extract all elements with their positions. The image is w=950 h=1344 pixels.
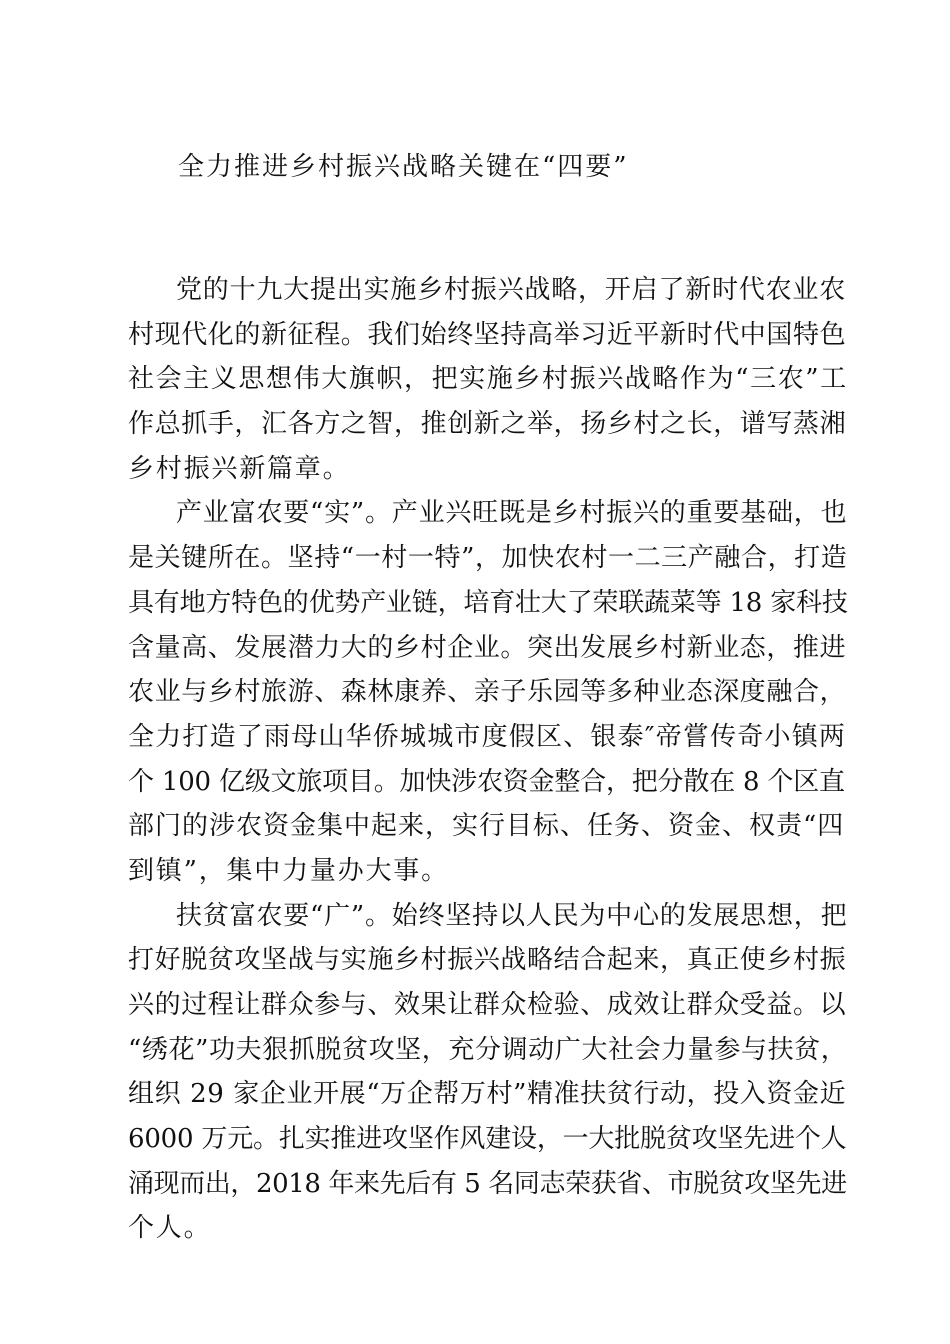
body-line: 党的十九大提出实施乡村振兴战略，开启了新时代农业农 <box>176 275 847 305</box>
body-line: 涌现而出，2018 年来先后有 5 名同志荣获省、市脱贫攻坚先进 <box>128 1168 847 1199</box>
body-line: 全力打造了雨母山华侨城城市度假区、银泰″帝嘗传奇小镇两 <box>128 721 847 752</box>
body-line: 打好脱贫攻坚战与实施乡村振兴战略结合起来，真正使乡村振 <box>128 945 847 976</box>
body-line: 村现代化的新征程。我们始终坚持高举习近平新时代中国特色 <box>128 319 847 350</box>
body-line: 含量高、发展潜力大的乡村企业。突出发展乡村新业态，推进 <box>128 632 847 663</box>
body-line: 6000 万元。扎实推进攻坚作风建设，一大批脱贫攻坚先进个人 <box>128 1124 847 1155</box>
document-title: 全力推进乡村振兴战略关键在“四要” <box>178 152 629 182</box>
body-line: 组织 29 家企业开展“万企帮万村”精准扶贫行动，投入资金近 <box>128 1079 847 1110</box>
body-line: 社会主义思想伟大旗帜，把实施乡村振兴战略作为“三农”工 <box>128 364 848 395</box>
document-body <box>128 268 848 1251</box>
body-line: 农业与乡村旅游、森林康养、亲子乐园等多种业态深度融合， <box>128 677 847 708</box>
body-line: 产业富农要“实”。产业兴旺既是乡村振兴的重要基础，也 <box>176 498 848 529</box>
body-line: 乡村振兴新篇章。 <box>128 453 351 484</box>
body-line: 作总抓手，汇各方之智，推创新之举，扬乡村之长，谱写蒸湘 <box>128 409 847 440</box>
body-line: 是关键所在。坚持“一村一特”，加快农村一二三产融合，打造 <box>128 543 848 574</box>
body-line: 到镇”，集中力量办大事。 <box>128 855 449 886</box>
body-line: 扶贫富农要“广”。始终坚持以人民为中心的发展思想，把 <box>176 900 848 931</box>
body-line: 个 100 亿级文旅项目。加快涉农资金整合，把分散在 8 个区直 <box>128 766 845 797</box>
body-line: 部门的涉农资金集中起来，实行目标、任务、资金、权责“四 <box>128 811 845 842</box>
body-line: 具有地方特色的优势产业链，培育壮大了荣联蔬菜等 18 家科技 <box>128 587 848 618</box>
body-line: “绣花”功夫狠抓脱贫攻坚，充分调动广大社会力量参与扶贫， <box>128 1034 848 1065</box>
body-line: 兴的过程让群众参与、效果让群众检验、成效让群众受益。以 <box>128 990 847 1020</box>
body-line: 个人。 <box>128 1213 212 1244</box>
